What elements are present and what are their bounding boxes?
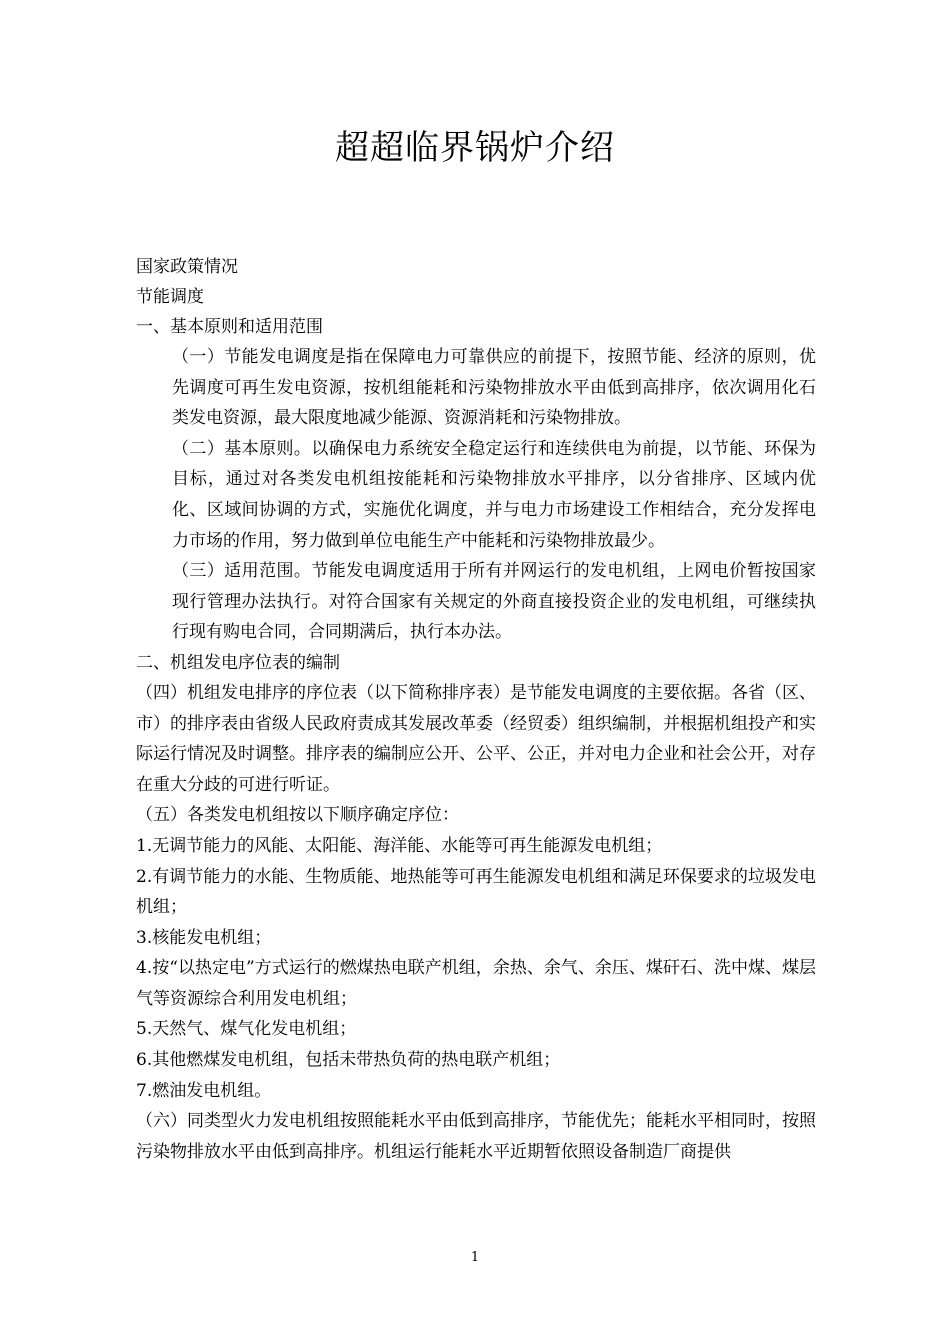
list-item: 1.无调节能力的风能、太阳能、海洋能、水能等可再生能源发电机组； bbox=[136, 835, 663, 856]
list-item: 2.有调节能力的水能、生物质能、地热能等可再生能源发电机组和满足环保要求的垃圾发电机组； bbox=[136, 866, 816, 918]
list-item: 5.天然气、煤气化发电机组； bbox=[136, 1019, 357, 1040]
paragraph-1: （一）节能发电调度是指在保障电力可靠供应的前提下，按照节能、经济的原则，优先调度可再生发电资源，按机组能耗和污染物排放水平由低到高排序，依次调用化石类发电资源，最大限度地减少能源、资源消耗和污染物排放。 bbox=[172, 347, 816, 429]
page-number: 1 bbox=[470, 1250, 480, 1265]
paragraph-5: （五）各类发电机组按以下顺序确定序位： bbox=[136, 805, 459, 826]
subheading-policy: 国家政策情况 bbox=[136, 257, 238, 277]
section-heading-2: 二、机组发电序位表的编制 bbox=[136, 652, 340, 673]
list-item: 4.按“以热定电”方式运行的燃煤热电联产机组，余热、余气、余压、煤矸石、洗中煤、煤层气等资源综合利用发电机组； bbox=[136, 958, 816, 1009]
document-body bbox=[136, 252, 816, 1167]
list-item: 3.核能发电机组； bbox=[136, 927, 272, 948]
list-item: 6.其他燃煤发电机组，包括未带热负荷的热电联产机组； bbox=[136, 1050, 561, 1071]
paragraph-2: （二）基本原则。以确保电力系统安全稳定运行和连续供电为前提，以节能、环保为目标，通过对各类发电机组按能耗和污染物排放水平排序，以分省排序、区域内优化、区域间协调的方式，实施优化调度，并与电力市场建设工作相结合，充分发挥电力市场的作用，努力做到单位电能生产中能耗和污染物排放最少。 bbox=[172, 438, 816, 551]
document-title: 超超临界锅炉介绍 bbox=[335, 128, 615, 168]
section-heading-1: 一、基本原则和适用范围 bbox=[136, 317, 323, 337]
paragraph-6: （六）同类型火力发电机组按照能耗水平由低到高排序，节能优先；能耗水平相同时，按照污染物排放水平由低到高排序。机组运行能耗水平近期暂依照设备制造厂商提供 bbox=[136, 1111, 816, 1162]
list-item: 7.燃油发电机组。 bbox=[136, 1080, 272, 1101]
paragraph-3: （三）适用范围。节能发电调度适用于所有并网运行的发电机组，上网电价暂按国家现行管理办法执行。对符合国家有关规定的外商直接投资企业的发电机组，可继续执行现有购电合同，合同期满后，执行本办法。 bbox=[172, 561, 816, 643]
subheading-dispatch: 节能调度 bbox=[136, 287, 204, 307]
paragraph-4: （四）机组发电排序的序位表（以下简称排序表）是节能发电调度的主要依据。各省（区、市）的排序表由省级人民政府责成其发展改革委（经贸委）组织编制，并根据机组投产和实际运行情况及时调整。排序表的编制应公开、公平、公正，并对电力企业和社会公开，对存在重大分歧的可进行听证。 bbox=[136, 682, 816, 795]
